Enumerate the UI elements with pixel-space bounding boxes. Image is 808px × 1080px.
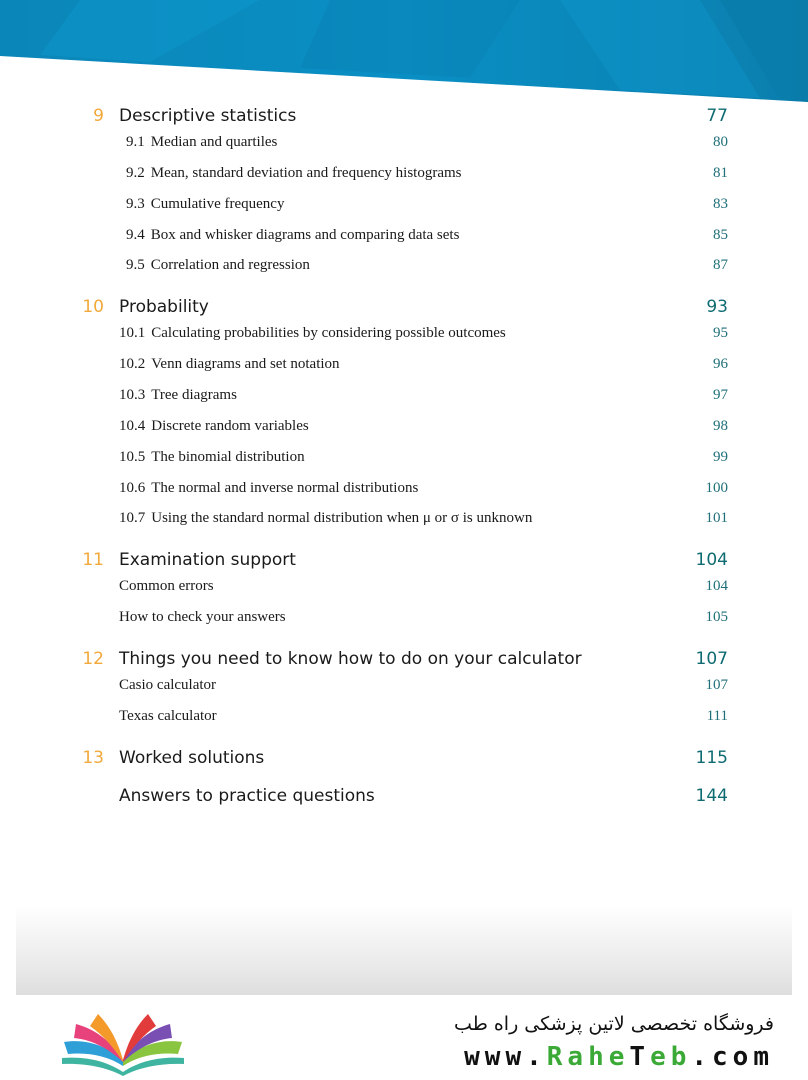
section-number: 10.1 (119, 325, 146, 341)
book-logo-icon (58, 1008, 188, 1076)
section-title: Casio calculator (119, 677, 217, 693)
toc-chapter[interactable] (0, 294, 808, 320)
chapter-page: 144 (695, 786, 728, 806)
section-page: 107 (705, 677, 728, 693)
chapter-page: 104 (695, 550, 728, 570)
chapter-title: Worked solutions (119, 748, 265, 768)
chapter-title: Probability (119, 297, 209, 317)
chapter-page: 115 (695, 748, 728, 768)
section-title: The normal and inverse normal distributions (151, 480, 419, 496)
toc-chapter[interactable] (0, 103, 808, 129)
section-number: 9.2 (126, 165, 145, 181)
section-page: 85 (713, 227, 728, 243)
chapter-number: 9 (93, 106, 104, 126)
section-number: 9.1 (126, 134, 145, 150)
chapter-number: 12 (82, 649, 104, 669)
shop-url[interactable] (464, 1042, 774, 1072)
section-title: Median and quartiles (150, 134, 278, 150)
section-page: 98 (713, 418, 728, 434)
section-title: Cumulative frequency (150, 196, 285, 212)
shop-name: فروشگاه تخصصی لاتین پزشکی راه طب (454, 1013, 774, 1035)
toc-section[interactable] (0, 507, 808, 529)
section-page: 83 (713, 196, 728, 212)
toc-section[interactable] (0, 415, 808, 437)
toc-section[interactable] (0, 575, 808, 597)
toc-section[interactable] (0, 446, 808, 468)
toc-section[interactable] (0, 322, 808, 344)
url-suffix: .com (691, 1042, 774, 1072)
chapter-title: Answers to practice questions (119, 786, 375, 806)
section-number: 10.7 (119, 510, 146, 526)
section-title: Box and whisker diagrams and comparing data sets (150, 227, 460, 243)
chapter-page: 77 (706, 106, 728, 126)
chapter-title: Things you need to know how to do on your calculator (119, 649, 582, 669)
section-page: 104 (705, 578, 728, 594)
chapter-title: Descriptive statistics (119, 106, 297, 126)
chapter-number: 11 (82, 550, 104, 570)
section-number: 10.3 (119, 387, 146, 403)
toc-section[interactable] (0, 254, 808, 276)
toc-section[interactable] (0, 162, 808, 184)
section-page: 100 (705, 480, 728, 496)
section-number: 10.4 (119, 418, 146, 434)
section-title: Using the standard normal distribution when μ or σ is unknown (151, 510, 533, 526)
toc-chapter[interactable] (0, 646, 808, 672)
section-number: 10.2 (119, 356, 146, 372)
toc-section[interactable] (0, 224, 808, 246)
section-page: 99 (713, 449, 728, 465)
chapter-number: 10 (82, 297, 104, 317)
url-brand-part: Rahe (546, 1042, 630, 1072)
section-title: Mean, standard deviation and frequency histograms (150, 165, 462, 181)
section-page: 96 (713, 356, 728, 372)
section-page: 80 (713, 134, 728, 150)
section-page: 97 (713, 387, 728, 403)
toc-section[interactable] (0, 353, 808, 375)
section-title: Texas calculator (119, 708, 217, 724)
toc-chapter[interactable] (0, 783, 808, 809)
section-title: Venn diagrams and set notation (151, 356, 340, 372)
section-title: The binomial distribution (151, 449, 305, 465)
chapter-title: Examination support (119, 550, 296, 570)
toc-section[interactable] (0, 477, 808, 499)
footer-shadow (16, 905, 792, 995)
section-page: 105 (705, 609, 728, 625)
toc-section[interactable] (0, 384, 808, 406)
section-number: 10.6 (119, 480, 146, 496)
url-brand-part: T (629, 1042, 651, 1072)
header-banner (0, 0, 808, 110)
section-page: 81 (713, 165, 728, 181)
section-page: 111 (706, 708, 728, 724)
chapter-number: 13 (82, 748, 104, 768)
chapter-page: 93 (706, 297, 728, 317)
section-number: 9.3 (126, 196, 145, 212)
toc-section[interactable] (0, 193, 808, 215)
url-prefix: www. (464, 1042, 547, 1072)
toc-chapter[interactable] (0, 547, 808, 573)
section-title: Correlation and regression (150, 257, 310, 273)
section-title: How to check your answers (119, 609, 286, 625)
section-title: Discrete random variables (151, 418, 309, 434)
toc-section[interactable] (0, 674, 808, 696)
section-title: Tree diagrams (151, 387, 237, 403)
section-number: 9.4 (126, 227, 145, 243)
section-title: Calculating probabilities by considering possible outcomes (151, 325, 506, 341)
toc-section[interactable] (0, 705, 808, 727)
chapter-page: 107 (695, 649, 728, 669)
toc-section[interactable] (0, 606, 808, 628)
section-number: 10.5 (119, 449, 146, 465)
url-brand-part: eb (650, 1042, 692, 1072)
toc-section[interactable] (0, 131, 808, 153)
section-page: 87 (713, 257, 728, 273)
section-page: 95 (713, 325, 728, 341)
section-page: 101 (705, 510, 728, 526)
section-title: Common errors (119, 578, 214, 594)
section-number: 9.5 (126, 257, 145, 273)
toc-chapter[interactable] (0, 745, 808, 771)
